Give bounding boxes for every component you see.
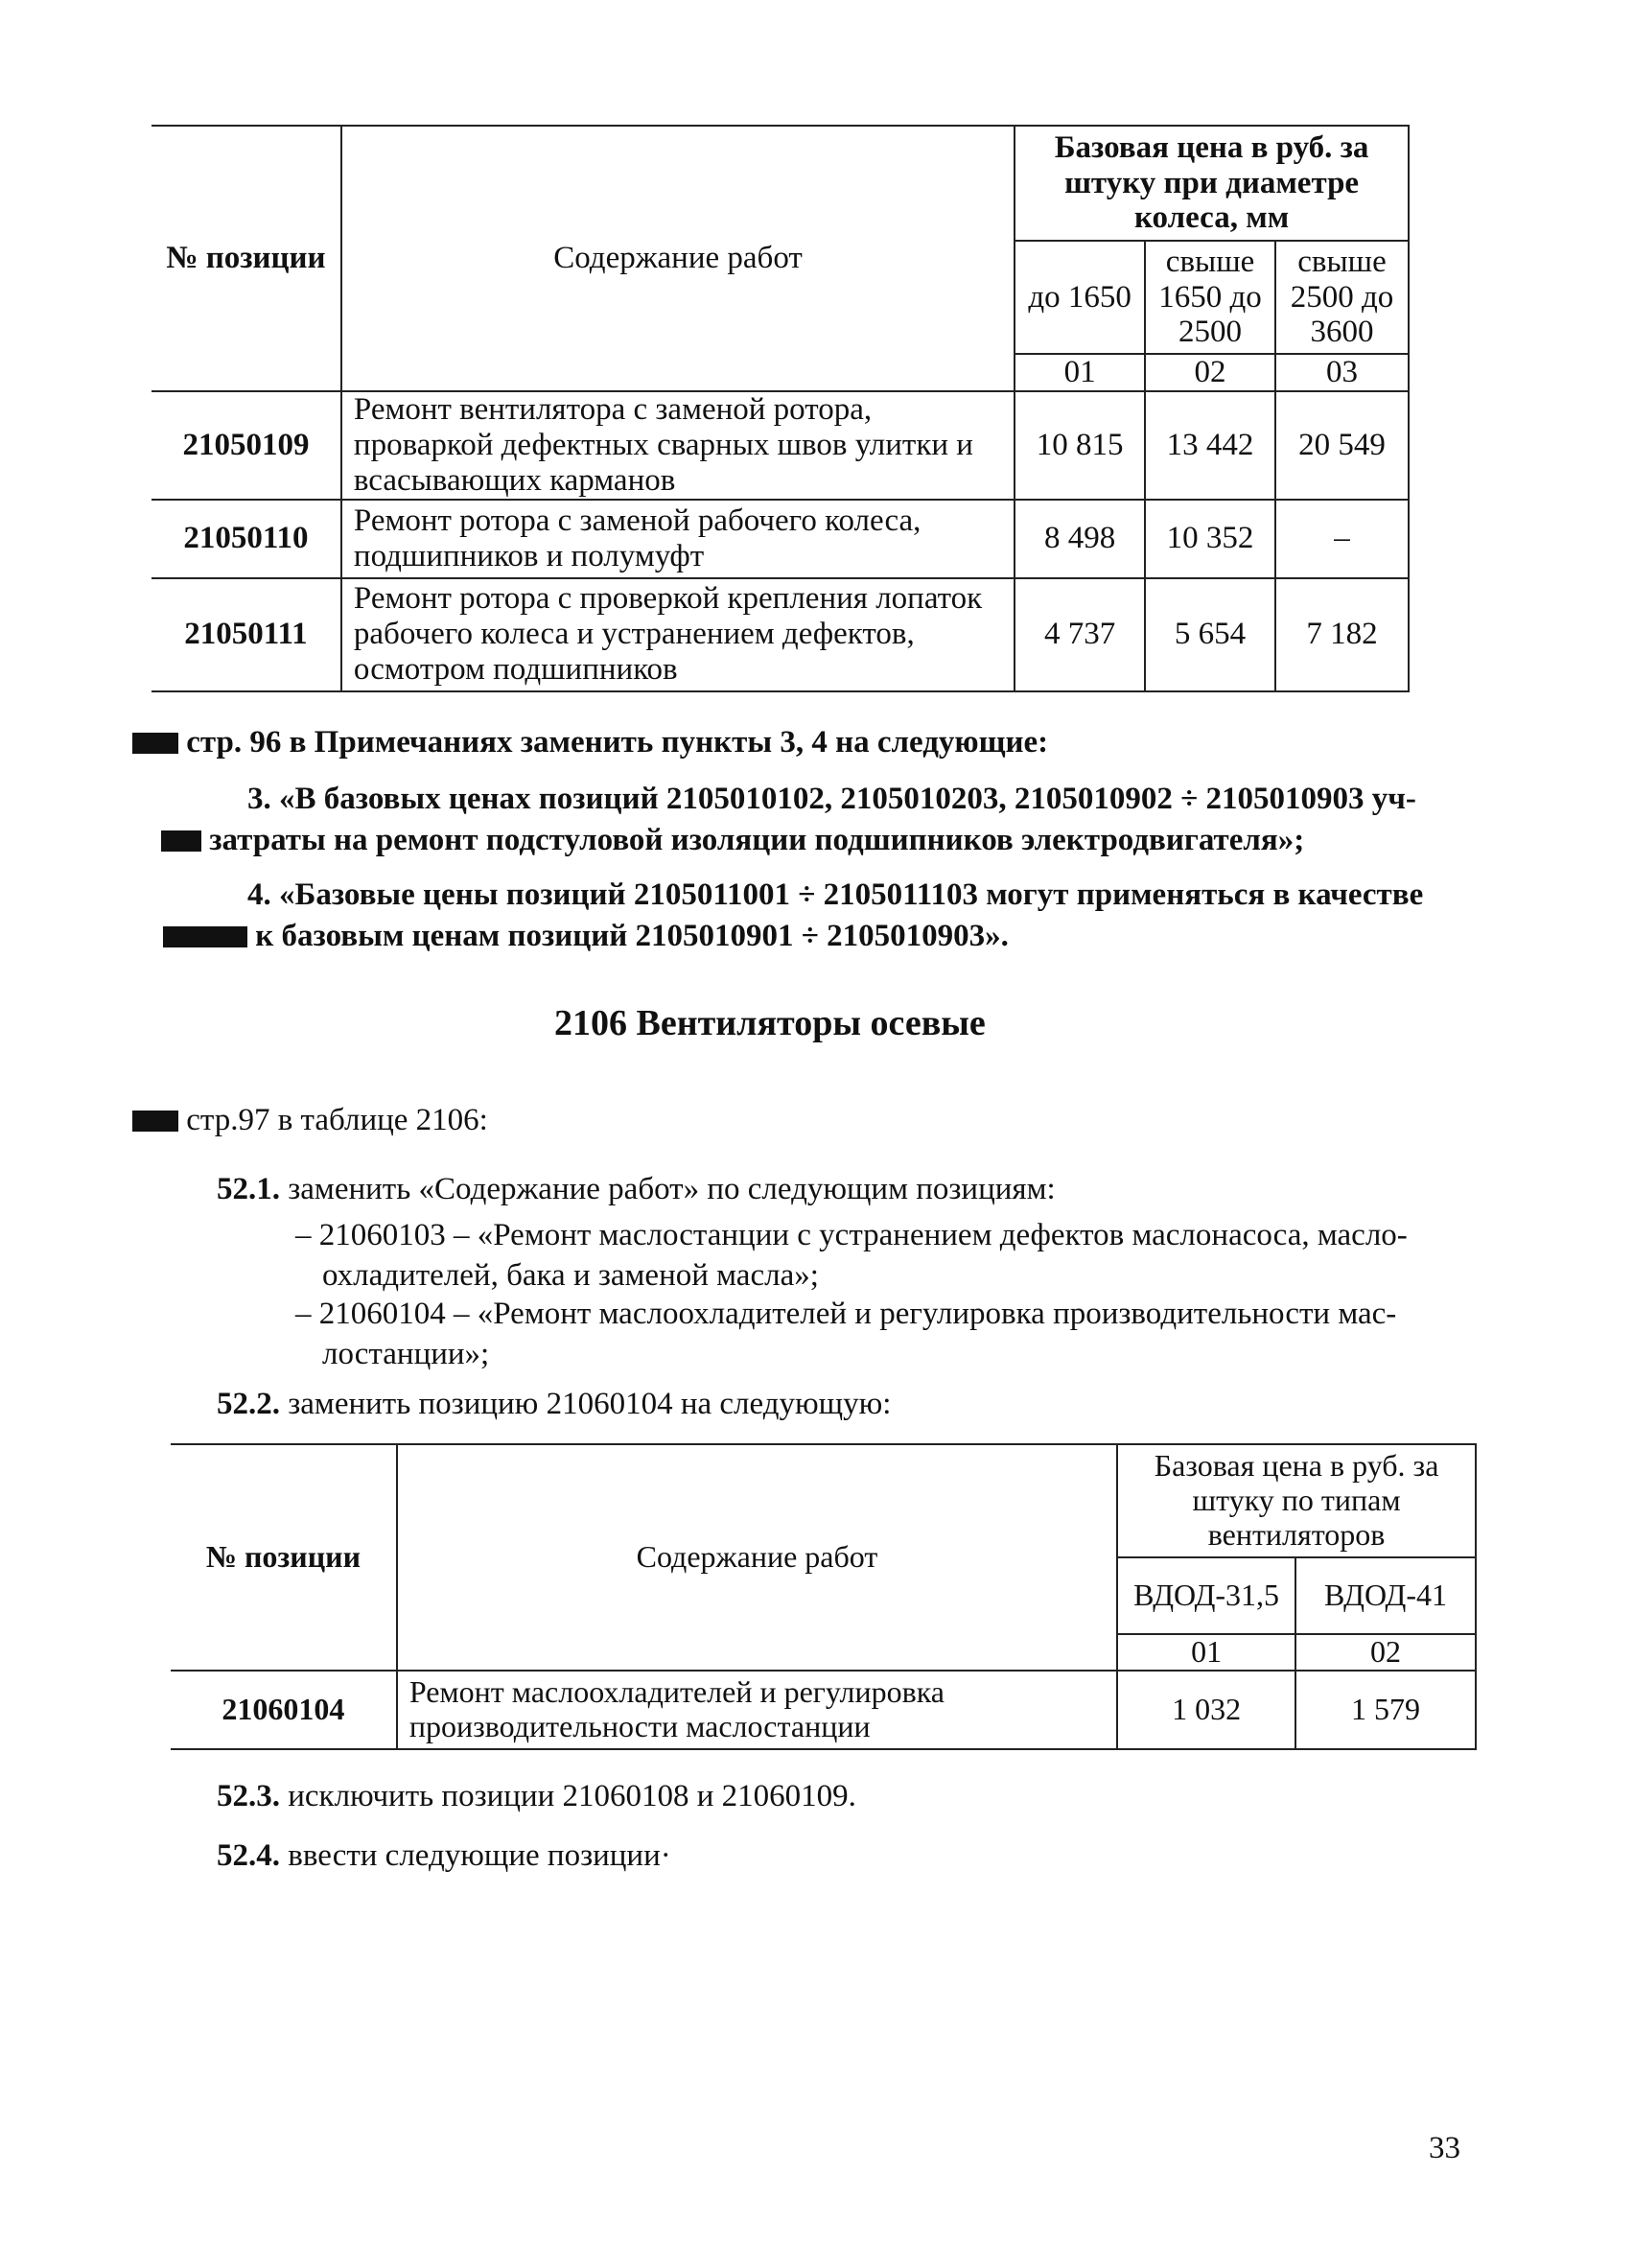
subheader-type: ВДОД-31,5 <box>1117 1557 1295 1634</box>
subheader-diameter: свыше 2500 до 3600 <box>1275 241 1409 354</box>
section-title: 2106 Вентиляторы осевые <box>554 1003 986 1043</box>
list-item-cont: охладителей, бака и заменой масла»; <box>322 1258 819 1293</box>
row-price: – <box>1275 500 1409 578</box>
row-position: 21050110 <box>152 500 341 578</box>
header-position: № позиции <box>171 1444 397 1671</box>
subheader-diameter: до 1650 <box>1015 241 1145 354</box>
page-number: 33 <box>1429 2131 1460 2165</box>
row-position: 21050111 <box>152 578 341 691</box>
header-price: Базовая цена в руб. за штуку при диаметре колеса, мм <box>1015 126 1409 241</box>
price-table-2105 <box>152 125 1410 692</box>
redaction-mark <box>132 1111 178 1132</box>
list-item: – 21060104 – «Ремонт маслоохладителей и регулировка производительности мас- <box>295 1297 1397 1331</box>
row-price: 10 815 <box>1015 391 1145 500</box>
note-item-4-cont: к базовым ценам позиций 2105010901 ÷ 2105010903». <box>163 919 1009 954</box>
redaction-mark <box>163 926 247 947</box>
note-item-4: 4. «Базовые цены позиций 2105011001 ÷ 2105011103 могут применяться в качестве <box>247 877 1424 912</box>
note-item-3: 3. «В базовых ценах позиций 2105010102, 2105010203, 2105010902 ÷ 2105010903 уч- <box>247 782 1416 816</box>
column-code: 02 <box>1295 1634 1476 1671</box>
column-code: 01 <box>1117 1634 1295 1671</box>
row-content: Ремонт маслоохладителей и регулировка производительности маслостанции <box>397 1671 1117 1749</box>
table-row <box>152 391 1409 500</box>
column-code: 01 <box>1015 354 1145 391</box>
row-position: 21060104 <box>171 1671 397 1749</box>
row-price: 8 498 <box>1015 500 1145 578</box>
row-content: Ремонт вентилятора с заменой ротора, проваркой дефектных сварных швов улитки и всасывающих карманов <box>341 391 1015 500</box>
price-table-2106 <box>171 1443 1477 1750</box>
redaction-mark <box>161 830 201 852</box>
row-content: Ремонт ротора с заменой рабочего колеса, подшипников и полумуфт <box>341 500 1015 578</box>
subsection-52-1: 52.1. заменить «Содержание работ» по следующим позициям: <box>217 1172 1056 1206</box>
table-row <box>152 500 1409 578</box>
list-item-cont: лостанции»; <box>322 1337 490 1371</box>
notes-intro: стр. 96 в Примечаниях заменить пункты 3, 4 на следующие: <box>132 725 1048 760</box>
table-row <box>171 1671 1476 1749</box>
row-price: 10 352 <box>1145 500 1275 578</box>
header-price: Базовая цена в руб. за штуку по типам вентиляторов <box>1117 1444 1476 1557</box>
row-position: 21050109 <box>152 391 341 500</box>
redaction-mark <box>132 733 178 754</box>
note-item-3-cont: затраты на ремонт подстуловой изоляции подшипников электродвигателя»; <box>161 823 1304 858</box>
header-position: № позиции <box>152 126 341 391</box>
table-row <box>152 578 1409 691</box>
row-price: 4 737 <box>1015 578 1145 691</box>
row-price: 20 549 <box>1275 391 1409 500</box>
row-price: 1 032 <box>1117 1671 1295 1749</box>
subheader-type: ВДОД-41 <box>1295 1557 1476 1634</box>
header-content: Содержание работ <box>341 126 1015 391</box>
row-content: Ремонт ротора с проверкой крепления лопаток рабочего колеса и устранением дефектов, осмотром подшипников <box>341 578 1015 691</box>
column-code: 03 <box>1275 354 1409 391</box>
row-price: 7 182 <box>1275 578 1409 691</box>
list-item: – 21060103 – «Ремонт маслостанции с устранением дефектов маслонасоса, масло- <box>295 1218 1408 1252</box>
column-code: 02 <box>1145 354 1275 391</box>
subsection-52-2: 52.2. заменить позицию 21060104 на следующую: <box>217 1387 892 1421</box>
header-content: Содержание работ <box>397 1444 1117 1671</box>
subheader-diameter: свыше 1650 до 2500 <box>1145 241 1275 354</box>
subsection-52-4: 52.4. ввести следующие позиции· <box>217 1838 671 1873</box>
row-price: 13 442 <box>1145 391 1275 500</box>
row-price: 1 579 <box>1295 1671 1476 1749</box>
subsection-52-3: 52.3. исключить позиции 21060108 и 21060109. <box>217 1779 856 1813</box>
section-intro: стр.97 в таблице 2106: <box>132 1103 488 1138</box>
row-price: 5 654 <box>1145 578 1275 691</box>
